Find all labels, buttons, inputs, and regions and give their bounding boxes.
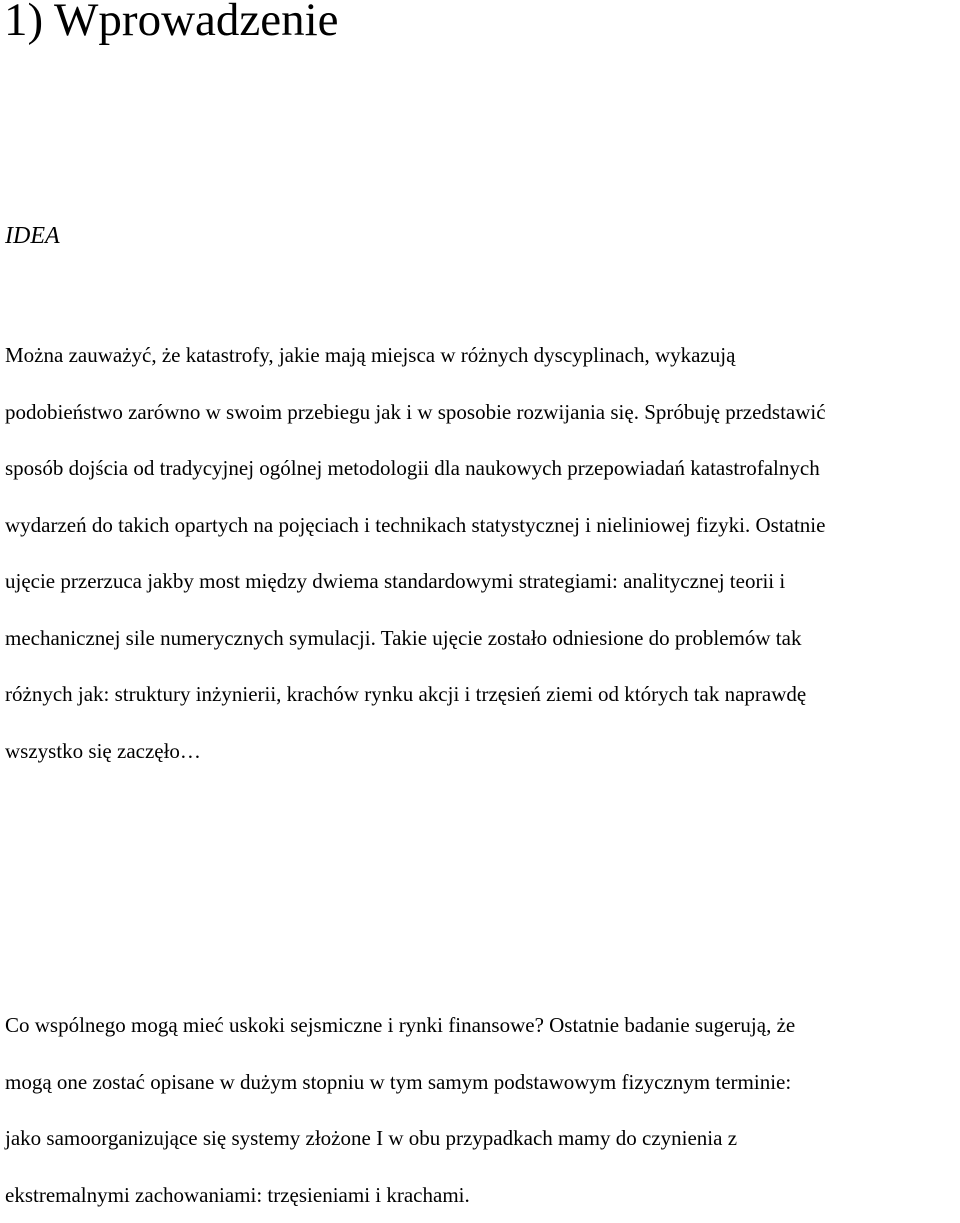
paragraph-line: sposób dojścia od tradycyjnej ogólnej metodologii dla naukowych przepowiadań katastrofalnych — [5, 440, 960, 497]
paragraph-line: jako samoorganizujące się systemy złożone I w obu przypadkach mamy do czynienia z — [5, 1110, 960, 1167]
paragraph-line: Co wspólnego mogą mieć uskoki sejsmiczne i rynki finansowe? Ostatnie badanie sugerują, że — [5, 997, 960, 1054]
paragraph-line: mechanicznej sile numerycznych symulacji. Takie ujęcie zostało odniesione do problemów tak — [5, 610, 960, 667]
paragraph-line: Można zauważyć, że katastrofy, jakie mają miejsca w różnych dyscyplinach, wykazują — [5, 327, 960, 384]
paragraph-line: wszystko się zaczęło… — [5, 723, 960, 780]
intro-paragraph — [5, 327, 960, 779]
paragraph-line: różnych jak: struktury inżynierii, krachów rynku akcji i trzęsień ziemi od których tak naprawdę — [5, 666, 960, 723]
paragraph-line: wydarzeń do takich opartych na pojęciach i technikach statystycznej i nieliniowej fizyki. Ostatnie — [5, 497, 960, 554]
section-heading: 1) Wprowadzenie — [4, 0, 339, 48]
paragraph-line: mogą one zostać opisane w dużym stopniu w tym samym podstawowym fizycznym terminie: — [5, 1054, 960, 1111]
paragraph-line: podobieństwo zarówno w swoim przebiegu jak i w sposobie rozwijania się. Spróbuję przedstawić — [5, 384, 960, 441]
paragraph-line: ekstremalnymi zachowaniami: trzęsieniami i krachami. — [5, 1167, 960, 1223]
question-paragraph — [5, 997, 960, 1223]
paragraph-line: ujęcie przerzuca jakby most między dwiema standardowymi strategiami: analitycznej teorii i — [5, 553, 960, 610]
section-label: IDEA — [5, 221, 60, 251]
